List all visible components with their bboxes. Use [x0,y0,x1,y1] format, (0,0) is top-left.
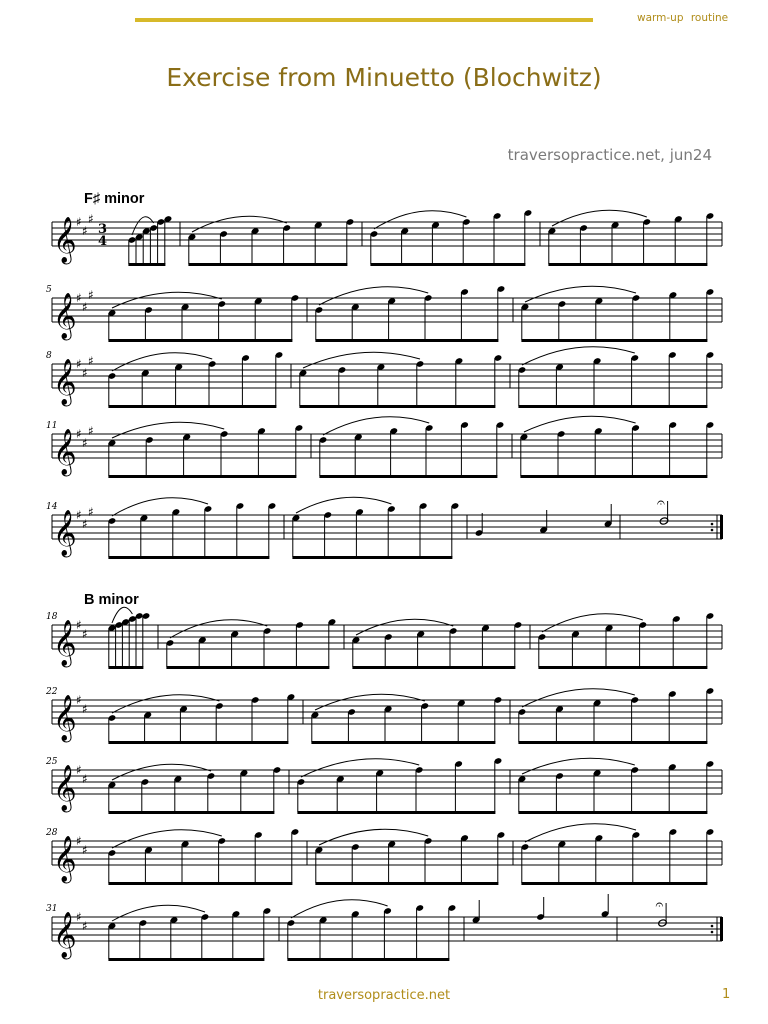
fermata-icon: 𝄐 [655,897,664,913]
key-sharp-icon: ♯ [82,919,88,933]
key-sharp-icon: ♯ [76,618,82,632]
treble-clef-icon: 𝄞 [53,836,77,882]
key-sharp-icon: ♯ [76,427,82,441]
slur [296,497,391,513]
fermata-icon: 𝄐 [657,495,665,511]
beam [108,811,274,814]
measure-number: 25 [46,757,58,767]
beam [108,339,292,342]
repeat-dot [711,925,714,928]
key-sharp-icon: ♯ [88,424,94,438]
beam [521,882,707,885]
slur [319,829,428,845]
slur [112,292,222,308]
slur [112,905,205,921]
beam [292,556,452,559]
credit-line: traversopractice.net, jun24 [507,146,712,164]
beam [518,405,707,408]
slur [291,900,388,918]
beam [521,339,707,342]
beam [287,958,449,961]
slur [552,210,647,226]
beam [108,741,288,744]
time-signature-top: 3 [98,222,108,237]
beam [297,811,495,814]
slur [323,417,429,435]
slur [112,764,211,780]
beam [108,958,264,961]
beam [315,882,498,885]
final-thick-barline [720,515,723,539]
beam [370,263,525,266]
key-sharp-icon: ♯ [82,366,88,380]
treble-clef-icon: 𝄞 [53,620,77,666]
slur [112,353,212,371]
treble-clef-icon: 𝄞 [53,217,77,263]
beam [319,475,497,478]
final-thick-barline [720,917,723,941]
repeat-dot [711,931,714,934]
beam [538,666,707,669]
key-sharp-icon: ♯ [88,354,94,368]
key-sharp-icon: ♯ [76,834,82,848]
key-sharp-icon: ♯ [88,288,94,302]
beam [166,666,329,669]
slur [522,347,635,365]
measure-number: 11 [46,421,58,431]
slur [374,211,466,229]
key-sharp-icon: ♯ [82,517,88,531]
beam [311,741,495,744]
slur [319,287,428,305]
repeat-dot [711,529,714,532]
key-sharp-icon: ♯ [82,772,88,786]
slur [170,620,267,638]
measure-number: 18 [46,612,58,622]
beam [548,263,707,266]
slur [192,216,287,232]
treble-clef-icon: 𝄞 [53,429,77,475]
beam [108,475,296,478]
slur [356,619,453,635]
key-sharp-icon: ♯ [82,702,88,716]
measure-number: 22 [46,687,58,697]
key-sharp-icon: ♯ [76,508,82,522]
slur [303,352,420,368]
beam [518,741,707,744]
key-sharp-icon: ♯ [76,910,82,924]
slur [525,286,636,302]
key-sharp-icon: ♯ [82,224,88,238]
slur [112,498,208,516]
beam [108,405,276,408]
key-sharp-icon: ♯ [76,693,82,707]
slur [542,614,643,632]
slur [112,695,219,713]
measure-number: 5 [46,285,52,295]
treble-clef-icon: 𝄞 [53,510,77,556]
treble-clef-icon: 𝄞 [53,293,77,339]
key-sharp-icon: ♯ [76,291,82,305]
beam [299,405,495,408]
header-tag: warm-up routine [637,12,729,24]
slur [524,416,636,432]
slur [315,694,425,710]
key-sharp-icon: ♯ [82,300,88,314]
slur [522,758,635,774]
treble-clef-icon: 𝄞 [53,912,77,958]
slur [525,824,636,842]
beam [518,811,707,814]
measure-number: 28 [46,828,58,838]
slur [112,830,222,848]
key-sharp-icon: ♯ [82,627,88,641]
measure-number: 14 [46,502,58,512]
page-number: 1 [722,987,731,1002]
key-sharp-icon: ♯ [76,763,82,777]
slur [112,422,224,438]
footer-link[interactable]: traversopractice.net [317,988,451,1003]
treble-clef-icon: 𝄞 [53,765,77,811]
measure-number: 8 [46,351,52,361]
beam [315,339,498,342]
treble-clef-icon: 𝄞 [53,695,77,741]
beam [108,556,269,559]
page-title: Exercise from Minuetto (Blochwitz) [166,63,602,92]
key-sharp-icon: ♯ [76,357,82,371]
key-sharp-icon: ♯ [88,505,94,519]
slur [301,759,419,777]
key-sharp-icon: ♯ [76,215,82,229]
time-signature-bottom: 4 [98,234,108,249]
treble-clef-icon: 𝄞 [53,359,77,405]
key-sharp-icon: ♯ [82,436,88,450]
repeat-dot [711,523,714,526]
beam [108,666,143,669]
beam [352,666,515,669]
beam [108,882,292,885]
section-label-fsharp-minor: F♯ minor [84,191,145,207]
slur [522,689,635,707]
measure-number: 31 [46,904,58,914]
section-label-b-minor: B minor [84,592,139,608]
beam [188,263,347,266]
key-sharp-icon: ♯ [88,212,94,226]
key-sharp-icon: ♯ [82,843,88,857]
beam [520,475,707,478]
beam [128,263,165,266]
